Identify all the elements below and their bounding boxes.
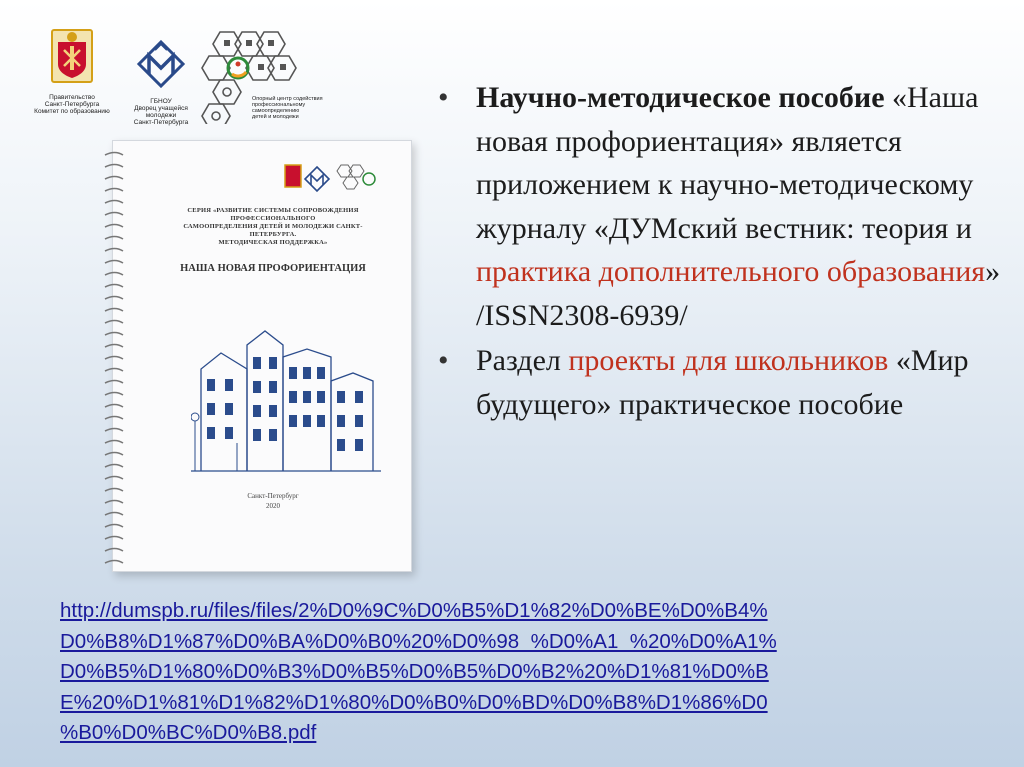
- cover-series-line-1: СЕРИЯ «РАЗВИТИЕ СИСТЕМЫ СОПРОВОЖДЕНИЯ ПРОФЕССИОНАЛЬНОГО: [187, 207, 359, 222]
- support-center-logo: [196, 28, 326, 126]
- cover-series-line-2: САМООПРЕДЕЛЕНИЯ ДЕТЕЙ И МОЛОДЕЖИ САНКТ-ПЕТЕРБУРГА.: [183, 223, 363, 238]
- bullet-1-text: «Наша новая профориентация» является приложением к научно-методическому журналу «ДУМский вестник: теория и: [476, 81, 979, 245]
- cover-city-year: [173, 491, 373, 511]
- pdf-link-line-5[interactable]: %B0%D0%BC%D0%B8.pdf: [60, 721, 317, 744]
- cover-series-text: [163, 207, 383, 247]
- dum-mark-icon: [135, 38, 187, 90]
- pdf-link-line-4[interactable]: E%20%D1%81%D1%82%D1%80%D0%B0%D0%BD%D0%B8%D1%86%D0: [60, 690, 768, 714]
- dum-logo: [118, 38, 204, 126]
- coat-of-arms-icon: [50, 28, 94, 90]
- spiral-binding-icon: [101, 147, 127, 567]
- pdf-link[interactable]: [60, 596, 980, 749]
- opor-caption-3: самоопределению: [252, 108, 300, 114]
- cover-series-line-3: МЕТОДИЧЕСКАЯ ПОДДЕРЖКА»: [218, 239, 328, 246]
- cover-city: Санкт-Петербург: [247, 492, 299, 500]
- dum-caption-3: Санкт-Петербурга: [133, 119, 189, 126]
- pdf-link-line-1[interactable]: http://dumspb.ru/files/files/2%D0%9C%D0%B5%D1%82%D0%BE%D0%B4%: [60, 599, 768, 622]
- booklet-cover-image: [112, 140, 412, 572]
- opor-caption-2: профессиональному: [252, 102, 306, 108]
- bullet-2-tail: «Мир будущего» практическое пособие: [476, 344, 969, 421]
- bullet-item-1: [436, 76, 1006, 337]
- bullet-1-tail: » /ISSN2308-6939/: [476, 255, 1001, 332]
- bullet-item-2: [436, 339, 1006, 426]
- dum-caption-1: ГБНОУ: [150, 98, 172, 105]
- bullet-1-red: практика дополнительного образования: [476, 255, 986, 288]
- gov-caption-1: Правительство: [49, 94, 95, 101]
- opor-caption-4: детей и молодежи: [252, 114, 299, 120]
- cover-year: 2020: [266, 502, 280, 510]
- support-center-caption: [252, 96, 326, 120]
- government-logo: [26, 28, 118, 115]
- gov-caption-3: Комитет по образованию: [34, 108, 110, 115]
- building-illustration-icon: [191, 323, 381, 473]
- cover-title: НАША НОВАЯ ПРОФОРИЕНТАЦИЯ: [180, 263, 366, 274]
- pdf-link-line-3[interactable]: D0%B5%D1%80%D0%B3%D0%B5%D0%B5%D0%B2%20%D1%81%D0%B: [60, 660, 769, 683]
- opor-caption-1: Опорный центр содействия: [252, 96, 323, 102]
- bullet-1-bold: Научно-методическое пособие: [476, 81, 885, 114]
- gov-caption-2: Санкт-Петербурга: [44, 101, 100, 108]
- dum-caption-2: Дворец учащейся молодежи: [134, 105, 188, 119]
- bullet-2-text: Раздел: [476, 344, 569, 377]
- pdf-link-line-2[interactable]: D0%B8%D1%87%D0%BA%D0%B0%20%D0%98_%D0%A1_%20%D0%A1%: [60, 629, 777, 653]
- bullet-2-red: проекты для школьников: [568, 344, 889, 377]
- bullet-list: [436, 76, 1006, 426]
- cover-logos-icon: [281, 161, 391, 195]
